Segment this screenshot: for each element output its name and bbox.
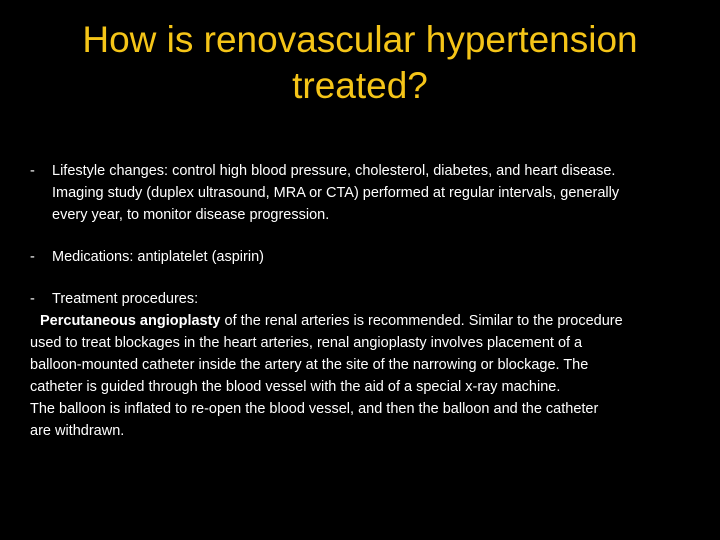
procedure-line-5: The balloon is inflated to re-open the blood vessel, and then the balloon and the catheter — [30, 401, 599, 417]
slide-title — [40, 17, 680, 109]
procedure-line-2: used to treat blockages in the heart arteries, renal angioplasty involves placement of a — [30, 335, 583, 351]
bullet-dash: - — [30, 163, 35, 179]
procedure-paragraph — [30, 310, 710, 442]
bullet-treatment — [30, 288, 710, 310]
title-line-2: treated? — [292, 65, 428, 106]
procedure-line-1-rest: of the renal arteries is recommended. Similar to the procedure — [220, 313, 623, 329]
bullet-medications — [30, 246, 710, 268]
bullet-dash: - — [30, 249, 35, 265]
bullet-text-line: every year, to monitor disease progression. — [52, 207, 330, 223]
bullet-lifestyle — [30, 160, 710, 226]
bullet-text-line: Imaging study (duplex ultrasound, MRA or CTA) performed at regular intervals, generally — [52, 185, 620, 201]
title-line-1: How is renovascular hypertension — [82, 19, 638, 60]
bullet-text-line: Lifestyle changes: control high blood pressure, cholesterol, diabetes, and heart disease. — [52, 163, 616, 179]
bullet-dash: - — [30, 291, 35, 307]
procedure-line-1 — [30, 310, 710, 332]
procedure-line-6: are withdrawn. — [30, 423, 125, 439]
slide-body — [30, 160, 710, 442]
bullet-text-line: Medications: antiplatelet (aspirin) — [52, 249, 264, 265]
procedure-term: Percutaneous angioplasty — [40, 313, 221, 329]
procedure-line-4: catheter is guided through the blood vessel with the aid of a special x-ray machine. — [30, 379, 561, 395]
bullet-text-line: Treatment procedures: — [52, 291, 199, 307]
procedure-line-3: balloon-mounted catheter inside the artery at the site of the narrowing or blockage. The — [30, 357, 589, 373]
